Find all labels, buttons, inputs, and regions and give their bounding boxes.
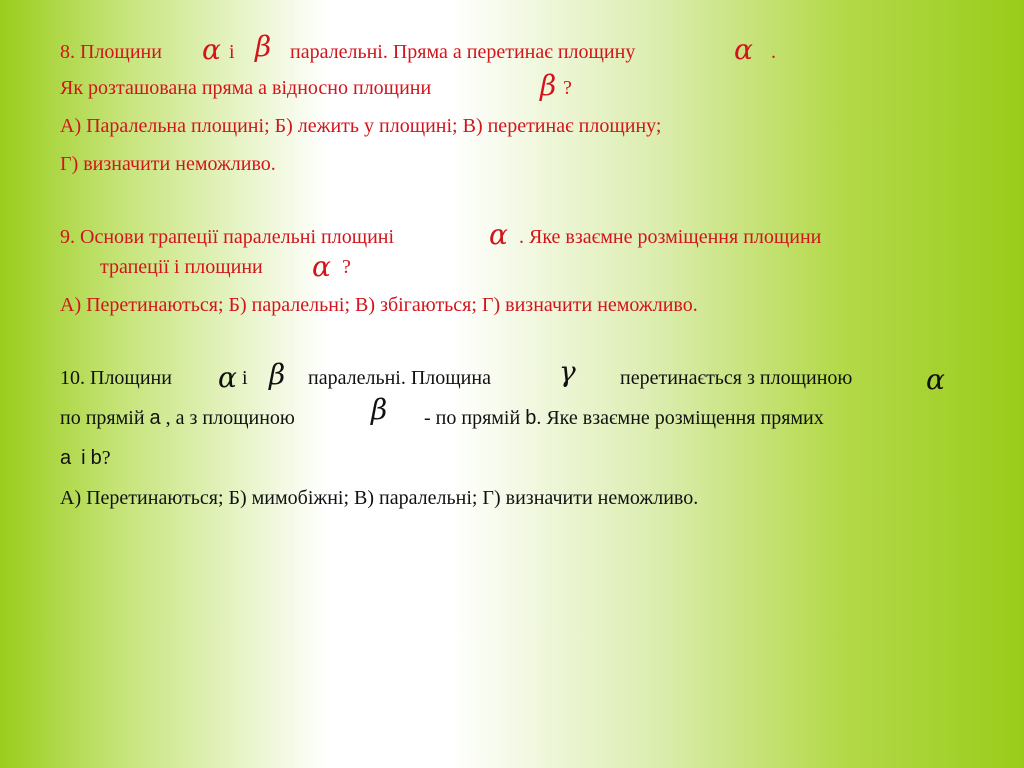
alpha-symbol: α bbox=[926, 363, 945, 396]
beta-symbol: β bbox=[255, 30, 272, 63]
q10-line3 bbox=[60, 446, 111, 470]
q8-line1-text-a: 8. Площини bbox=[60, 41, 162, 63]
q10-line2-text-a: по прямій bbox=[60, 407, 145, 429]
alpha-symbol: α bbox=[489, 218, 508, 251]
q8-line2-text: Як розташована пряма а відносно площини bbox=[60, 77, 432, 99]
q8-line1-and: і bbox=[229, 41, 235, 63]
q8-line1-text-b: паралельні. Пряма а перетинає площину bbox=[290, 41, 636, 63]
alpha-symbol: α bbox=[218, 361, 237, 394]
q9-line2-question: ? bbox=[342, 256, 351, 278]
q8-options-line2: Г) визначити неможливо. bbox=[60, 153, 276, 175]
q8-line1-dot: . bbox=[771, 41, 776, 63]
line-b-label: b bbox=[525, 407, 537, 429]
beta-symbol: β bbox=[371, 393, 388, 426]
q10-line3-question: ? bbox=[101, 447, 111, 469]
q10-line1-text-c: перетинається з площиною bbox=[620, 367, 853, 389]
alpha-symbol: α bbox=[312, 250, 331, 283]
q9-line2-text: трапеції і площини bbox=[100, 256, 263, 278]
q10-line1-text-b: паралельні. Площина bbox=[308, 367, 491, 389]
q8-line2-question: ? bbox=[563, 77, 572, 99]
q9-line1-text-b: . Яке взаємне розміщення площини bbox=[519, 226, 822, 248]
q10-line2 bbox=[60, 406, 295, 430]
q9-line1-text-a: 9. Основи трапеції паралельні площині bbox=[60, 226, 395, 248]
gamma-symbol: γ bbox=[559, 355, 576, 388]
q8-line2 bbox=[60, 76, 431, 100]
and-label: і bbox=[81, 447, 86, 469]
q10-line1-text-a: 10. Площини bbox=[60, 367, 172, 389]
line-a-label: а bbox=[60, 447, 72, 469]
q10-line2-text-b: , а з площиною bbox=[165, 407, 295, 429]
q10-line2-rest bbox=[424, 406, 824, 430]
q10-line2-text-c: - по прямій bbox=[424, 407, 521, 429]
alpha-symbol: α bbox=[734, 33, 753, 66]
q10-line2-text-d: . Яке взаємне розміщення прямих bbox=[536, 407, 824, 429]
q8-options-line1: А) Паралельна площині; Б) лежить у площині; В) перетинає площину; bbox=[60, 115, 662, 137]
line-a-label: а bbox=[149, 407, 161, 429]
q8-line1 bbox=[60, 40, 162, 64]
alpha-symbol: α bbox=[202, 33, 221, 66]
q10-line1-and: і bbox=[242, 367, 248, 389]
line-b-label: b bbox=[90, 447, 102, 469]
q10-options: А) Перетинаються; Б) мимобіжні; В) паралельні; Г) визначити неможливо. bbox=[60, 487, 699, 509]
q9-options: А) Перетинаються; Б) паралельні; В) збігаються; Г) визначити неможливо. bbox=[60, 294, 698, 316]
beta-symbol: β bbox=[269, 358, 286, 391]
beta-symbol: β bbox=[540, 69, 557, 102]
